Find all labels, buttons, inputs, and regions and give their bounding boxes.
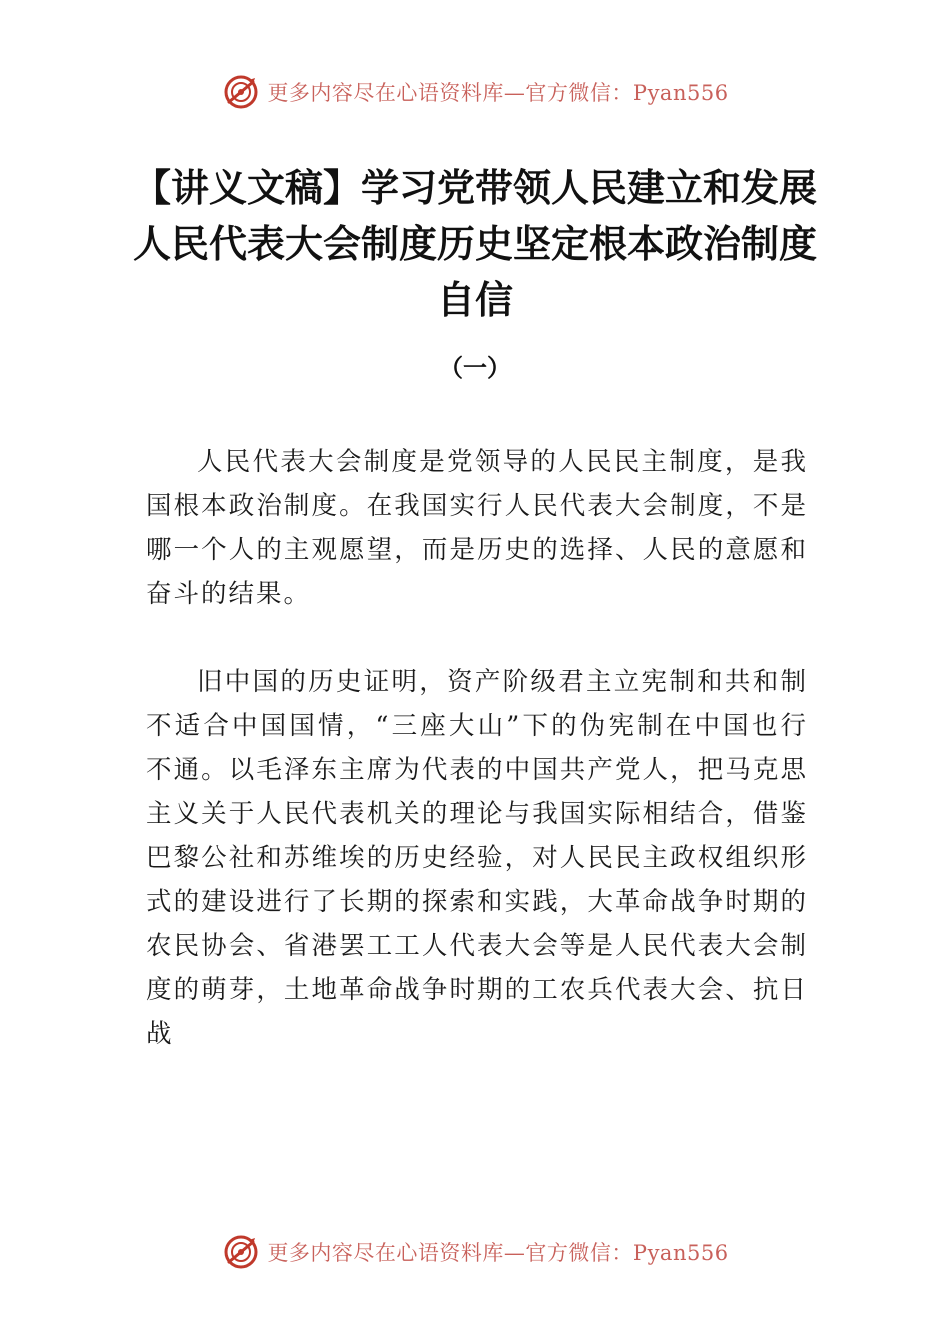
body-paragraph-2: 旧中国的历史证明，资产阶级君主立宪制和共和制不适合中国国情，“三座大山”下的伪宪制在中国也行不通。以毛泽东主席为代表的中国共产党人，把马克思主义关于人民代表机关的理论与我国实际相结合，借鉴巴黎公社和苏维埃的历史经验，对人民民主政权组织形式的建设进行了长期的探索和实践，大革命战争时期的农民协会、省港罢工工人代表大会等是人民代表大会制度的萌芽，土地革命战争时期的工农兵代表大会、抗日战 — [146, 667, 808, 1049]
document-title: 【讲义文稿】学习党带领人民建立和发展人民代表大会制度历史坚定根本政治制度自信 — [132, 166, 817, 322]
body-paragraph-1: 人民代表大会制度是党领导的人民民主制度，是我国根本政治制度。在我国实行人民代表大会制度，不是哪一个人的主观愿望，而是历史的选择、人民的意愿和奋斗的结果。 — [146, 447, 808, 609]
section-number: （一） — [439, 354, 511, 382]
brand-logo-icon — [221, 72, 261, 112]
header-watermark-banner — [0, 70, 950, 114]
header-banner-text: 更多内容尽在心语资料库—官方微信：Pyan556 — [267, 81, 729, 105]
footer-watermark-banner — [0, 1230, 950, 1274]
footer-banner-text: 更多内容尽在心语资料库—官方微信：Pyan556 — [267, 1241, 729, 1265]
brand-logo-icon — [221, 1232, 261, 1272]
